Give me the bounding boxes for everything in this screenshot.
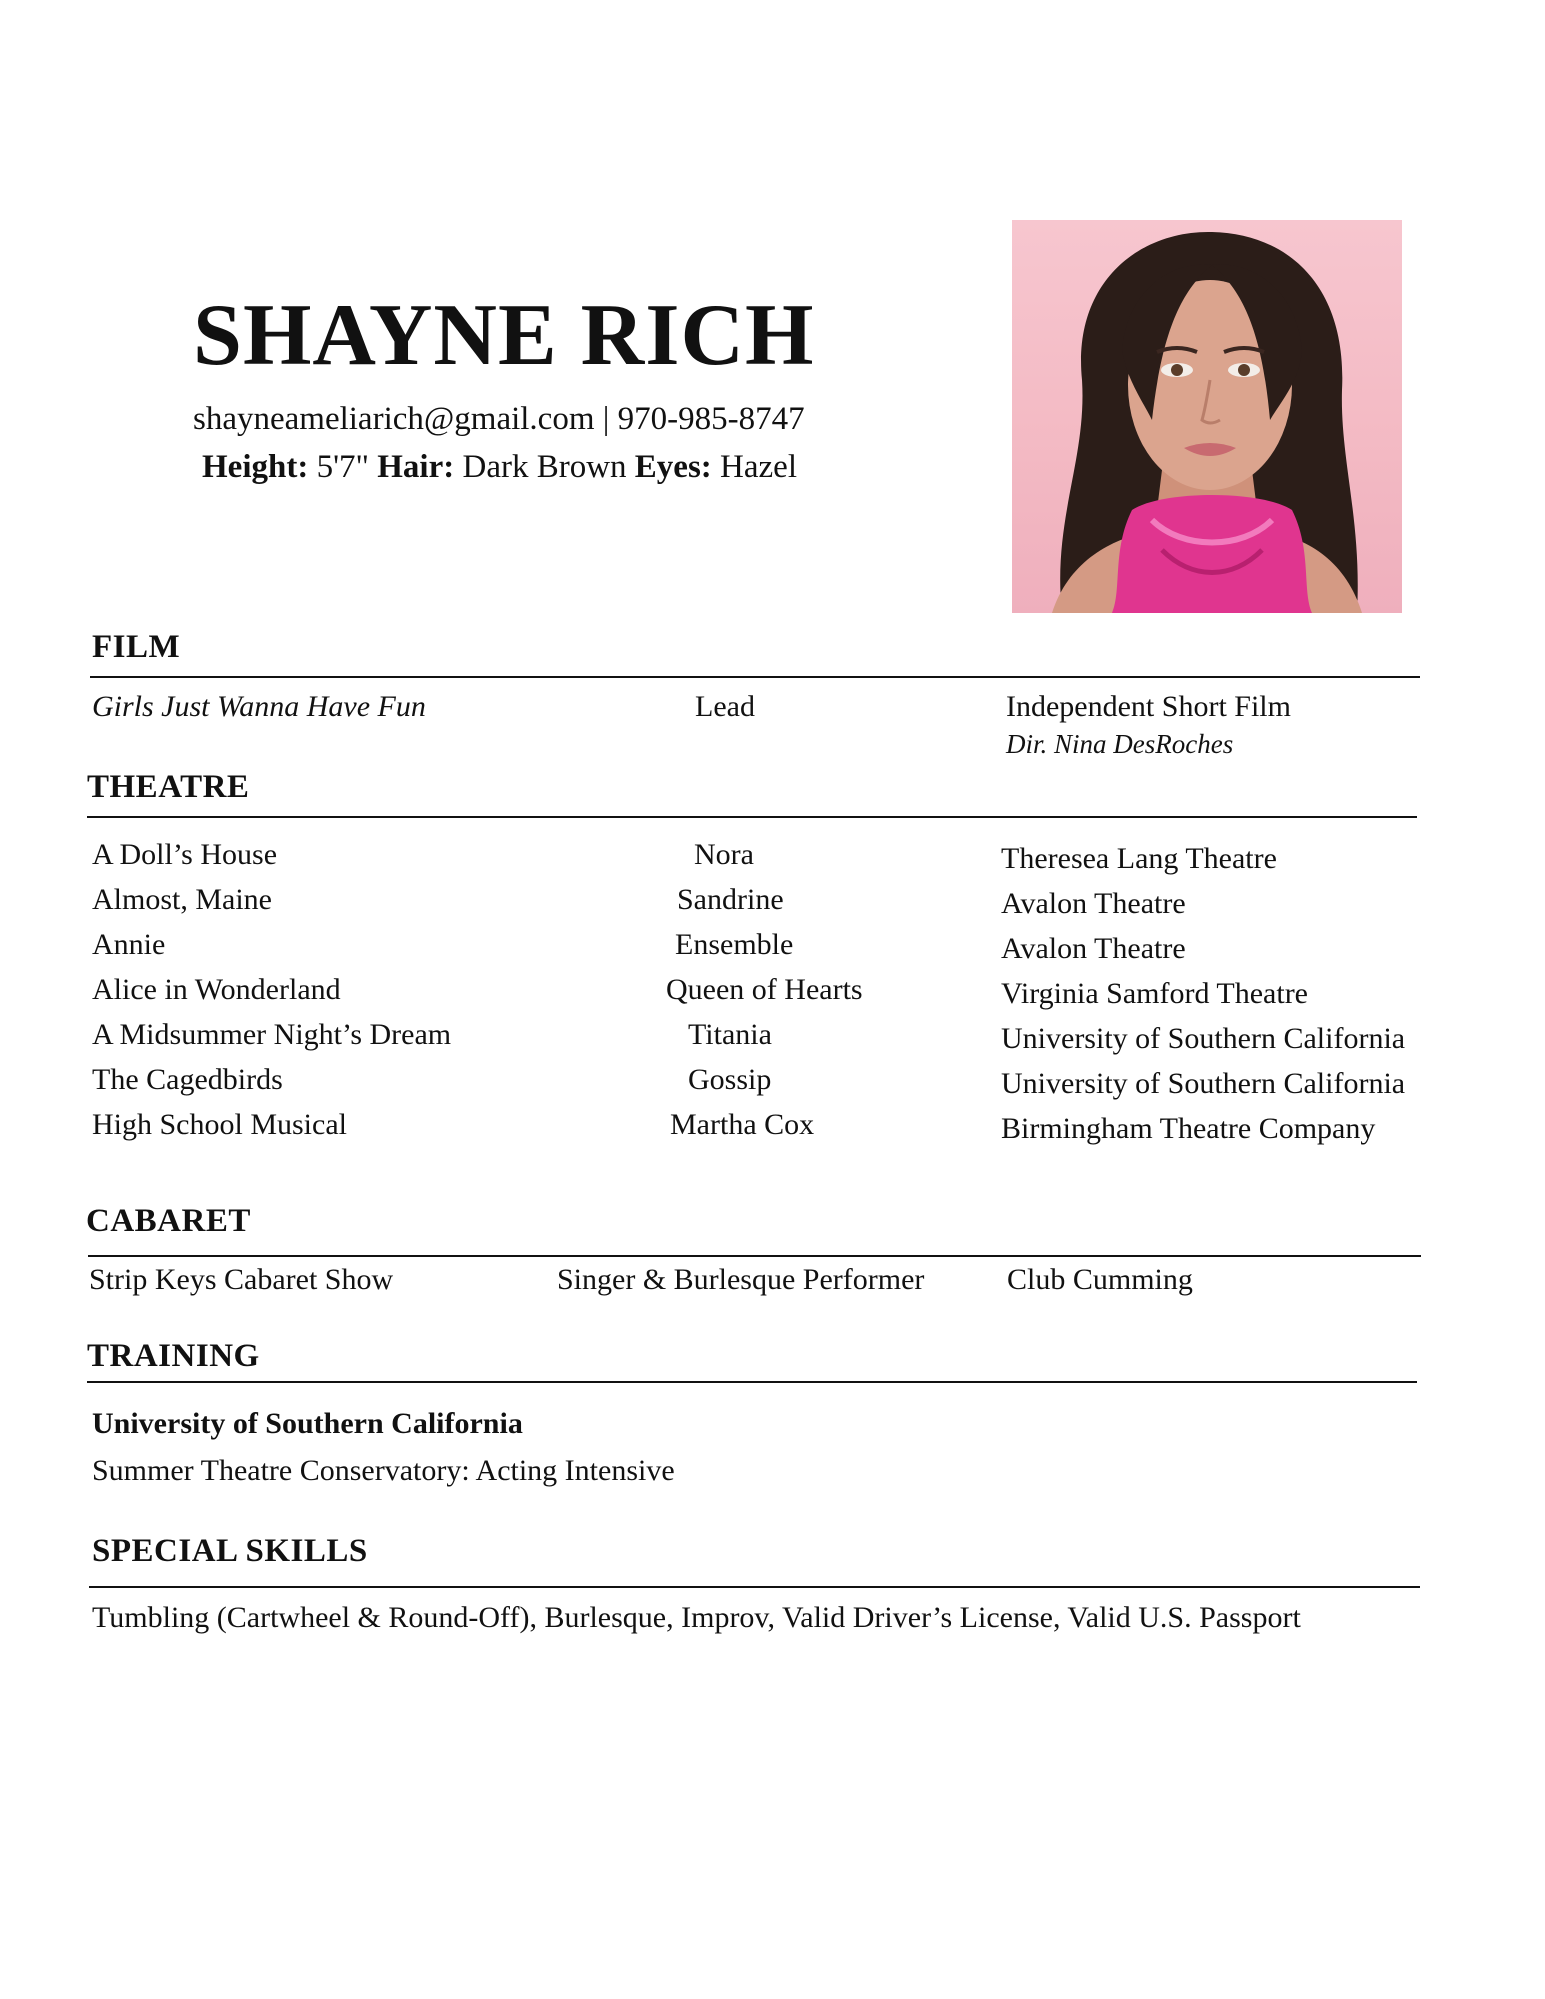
theatre-title: A Midsummer Night’s Dream <box>92 1018 452 1051</box>
theatre-role: Titania <box>688 1018 772 1051</box>
theatre-role: Ensemble <box>675 928 794 961</box>
theatre-role: Queen of Hearts <box>666 973 863 1006</box>
theatre-divider <box>87 816 1417 818</box>
theatre-title: High School Musical <box>92 1108 347 1141</box>
training-school: University of Southern California <box>92 1407 523 1440</box>
headshot-photo <box>1012 220 1402 613</box>
physical-stats <box>202 448 797 488</box>
training-heading: TRAINING <box>87 1338 260 1374</box>
training-program: Summer Theatre Conservatory: Acting Intensive <box>92 1454 675 1487</box>
height-label: Height: <box>202 449 309 485</box>
theatre-title: A Doll’s House <box>92 838 278 871</box>
hair-value: Dark Brown <box>462 449 627 485</box>
hair-label: Hair: <box>377 449 455 485</box>
film-heading: FILM <box>92 629 181 665</box>
theatre-venue: Birmingham Theatre Company <box>1001 1112 1376 1145</box>
cabaret-role: Singer & Burlesque Performer <box>557 1263 925 1296</box>
contact-line: shayneameliarich@gmail.com | 970-985-8747 <box>193 401 805 437</box>
skills-text: Tumbling (Cartwheel & Round-Off), Burlesque, Improv, Valid Driver’s License, Valid U.S. Passport <box>92 1601 1301 1634</box>
cabaret-heading: CABARET <box>86 1203 251 1239</box>
film-divider <box>90 676 1420 678</box>
film-role: Lead <box>695 690 755 723</box>
theatre-heading: THEATRE <box>87 769 250 805</box>
theatre-role: Sandrine <box>677 883 784 916</box>
eyes-value: Hazel <box>720 449 797 485</box>
theatre-role: Martha Cox <box>670 1108 815 1141</box>
cabaret-venue: Club Cumming <box>1007 1263 1193 1296</box>
theatre-title: The Cagedbirds <box>92 1063 283 1096</box>
theatre-venue: University of Southern California <box>1001 1022 1406 1055</box>
film-title: Girls Just Wanna Have Fun <box>92 690 426 723</box>
theatre-role: Nora <box>694 838 754 871</box>
theatre-venue: Avalon Theatre <box>1001 932 1186 965</box>
theatre-role: Gossip <box>688 1063 772 1096</box>
skills-heading: SPECIAL SKILLS <box>92 1533 368 1569</box>
theatre-title: Almost, Maine <box>92 883 272 916</box>
film-director: Dir. Nina DesRoches <box>1006 729 1234 759</box>
eyes-label: Eyes: <box>634 449 712 485</box>
skills-divider <box>89 1586 1420 1588</box>
headshot-illustration <box>1012 220 1402 613</box>
theatre-venue: Avalon Theatre <box>1001 887 1186 920</box>
training-divider <box>87 1381 1417 1383</box>
theatre-venue: University of Southern California <box>1001 1067 1406 1100</box>
theatre-venue: Theresea Lang Theatre <box>1001 842 1277 875</box>
theatre-venue: Virginia Samford Theatre <box>1001 977 1309 1010</box>
cabaret-divider <box>88 1255 1421 1257</box>
cabaret-title: Strip Keys Cabaret Show <box>89 1263 394 1296</box>
actor-name: SHAYNE RICH <box>193 287 815 384</box>
height-value: 5'7" <box>316 449 369 485</box>
theatre-title: Alice in Wonderland <box>92 973 341 1006</box>
theatre-title: Annie <box>92 928 166 961</box>
film-venue: Independent Short Film <box>1006 690 1291 723</box>
